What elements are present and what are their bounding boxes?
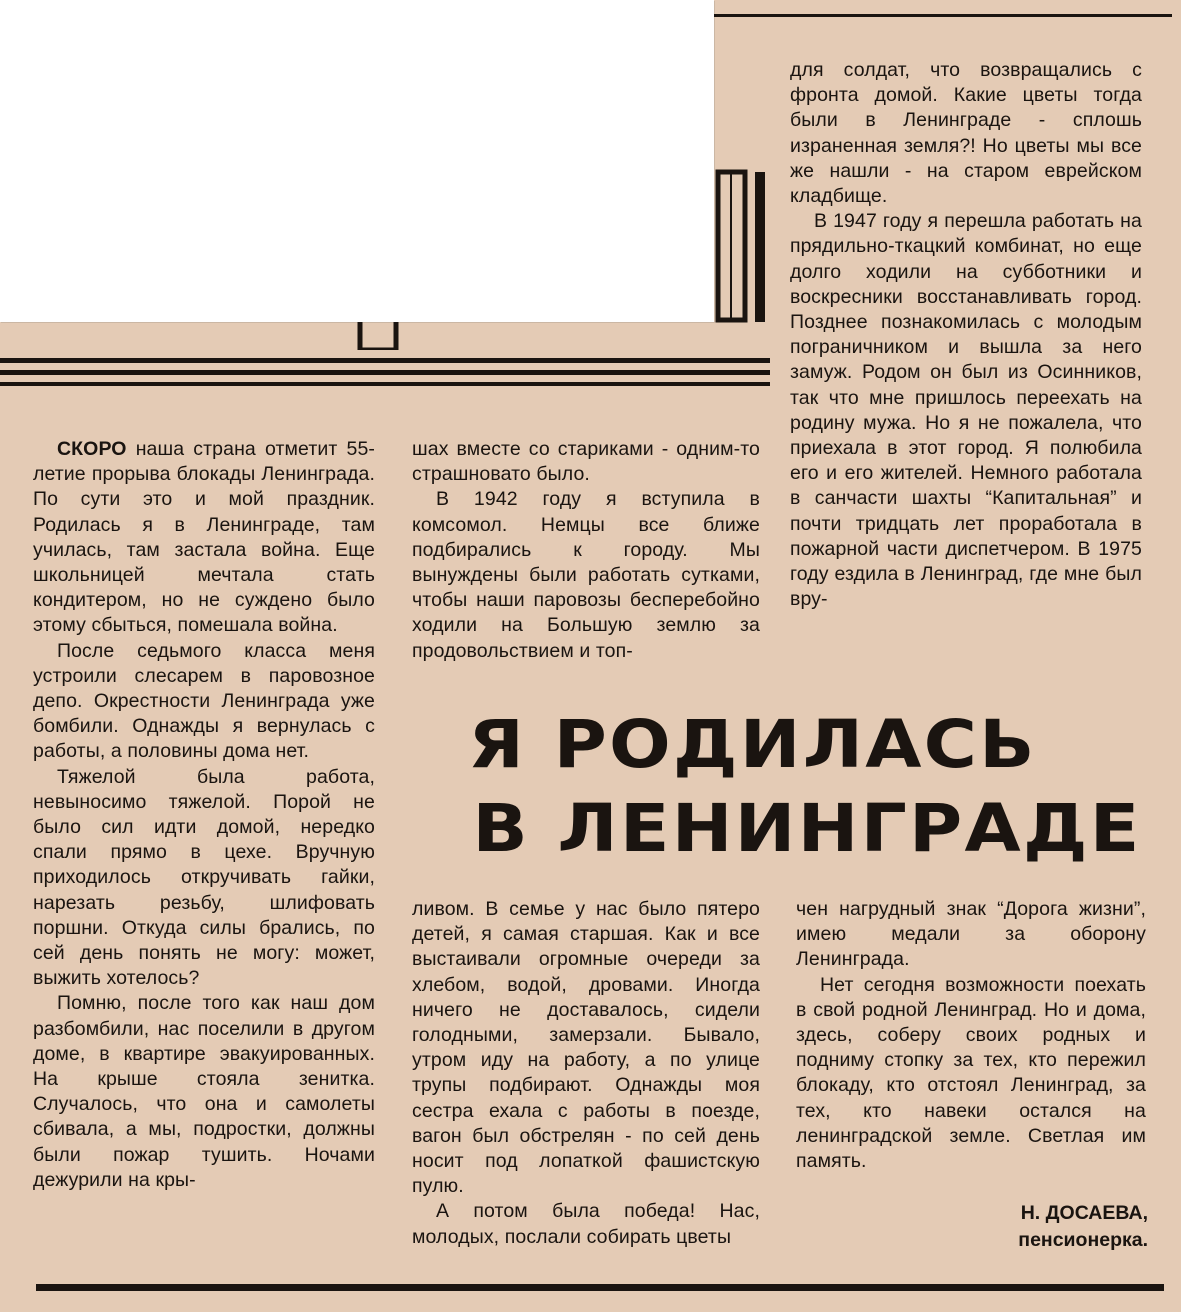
paragraph: шах вместе со стариками - одним-то страшновато было. (412, 438, 760, 486)
article-column-2-top (412, 437, 760, 664)
article-column-3-top (790, 58, 1142, 612)
lead-word: СКОРО (57, 438, 127, 460)
article-column-3-bottom (796, 897, 1146, 1174)
paragraph: После седьмого класса меня устроили слесарем в паровозное депо. Окрестности Ленинграда уже бомбили. Однажды я вернулась с работы, а половины дома нет. (33, 639, 375, 763)
paragraph: чен нагрудный знак “Дорога жизни”, имею медали за оборону Ленинграда. (796, 898, 1146, 971)
paragraph: Нет сегодня возможности поехать в свой родной Ленинград. Но и дома, здесь, соберу своих родных и подниму стопку за тех, кто пережил блокаду, кто отстоял Ленинград, за тех, кто навеки остался на ленинградской земле. Светлая им память. (796, 973, 1146, 1173)
paragraph: А потом была победа! Нас, молодых, послали собирать цветы (412, 1200, 760, 1248)
covered-heading-fragments (0, 150, 780, 350)
author-name: Н. ДОСАЕВА, (1020, 1202, 1148, 1224)
author-signature (900, 1200, 1148, 1254)
paragraph: Помню, после того как наш дом разбомбили, нас поселили в другом доме, в квартире эвакуированных. На крыше стояла зенитка. Случалось, что она и самолеты сбивала, а мы, подростки, должны были пожар тушить. Ночами дежурили на кры- (33, 992, 375, 1191)
paragraph: ливом. В семье у нас было пятеро детей, я самая старшая. Как и все выстаивали огромные очереди за хлебом, водой, дровами. Иногда ничего не доставалось, сидели голодными, замерзали. Бывало, утром иду на работу, а по улице трупы подбирают. Однажды моя сестра ехала с работы в поезде, вагон был обстрелян - по сей день носит под лопаткой фашистскую пулю. (412, 898, 760, 1198)
article-column-2-bottom (412, 897, 760, 1250)
headline-line-2: В ЛЕНИНГРАДЕ (472, 790, 1142, 867)
paragraph: В 1942 году я вступила в комсомол. Немцы все ближе подбирались к городу. Мы вынуждены были работать сутками, чтобы наши паровозы бесперебойно ходили на Большую землю за продовольствием и топ- (412, 488, 760, 662)
article-headline (468, 703, 1172, 871)
paragraph: В 1947 году я перешла работать на прядильно-ткацкий комбинат, но еще долго ходили на субботники и воскресники восстанавливать город. Позднее познакомилась с молодым пограничником и вышла за него замуж. Родом он был из Осинников, так что мне пришлось переехать на родину мужа. Но я не пожалела, что приехала в этот город. Я полюбила его и его жителей. Немного работала в санчасти шахты “Капитальная” и почти тридцать лет проработала в пожарной части диспетчером. В 1975 году ездила в Ленинград, где мне был вру- (790, 210, 1142, 611)
paragraph: для солдат, что возвращались с фронта домой. Какие цветы тогда были в Ленинграде - сплошь израненная земля?! Но цветы мы все же нашли - на старом еврейском кладбище. (790, 59, 1142, 208)
paragraph: Тяжелой была работа, невыносимо тяжелой. Порой не было сил идти домой, нередко спали прямо в цехе. Вручную приходилось откручивать гайки, нарезать резьбу, шлифовать поршни. Откуда силы брались, по сей день понять не могу: может, выжить хотелось? (33, 765, 375, 990)
header-rule-1 (0, 358, 770, 363)
headline-line-1: Я РОДИЛАСЬ (468, 706, 1037, 783)
paragraph: наша страна отметит 55-летие прорыва блокады Ленинграда. По сути это и мой праздник. Родилась я в Ленинграде, там училась, там застала война. Еще школьницей мечтала стать кондитером, но не суждено было этому сбыться, помешала война. (33, 438, 375, 637)
article-column-1 (33, 437, 375, 1193)
author-role: пенсионерка. (1018, 1229, 1148, 1251)
header-rule-2 (0, 370, 770, 375)
bottom-rule (36, 1284, 1164, 1291)
top-rule (714, 14, 1172, 17)
header-rule-3 (0, 382, 770, 386)
